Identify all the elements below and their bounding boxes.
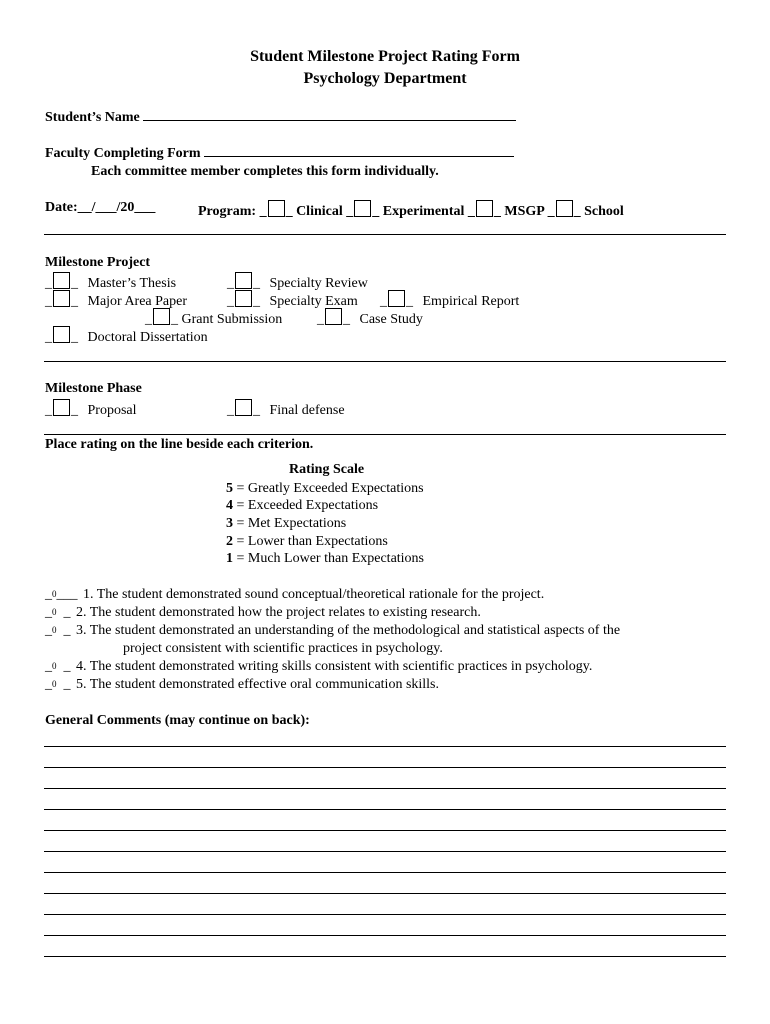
faculty-note: Each committee member completes this form individually. xyxy=(91,164,439,179)
comments-heading: General Comments (may continue on back): xyxy=(45,713,310,728)
rating-scale-item: 1 = Much Lower than Expectations xyxy=(226,551,425,566)
program-school-checkbox[interactable] xyxy=(556,200,573,217)
comment-line[interactable] xyxy=(44,788,726,789)
date-field[interactable]: Date:__/___/20___ xyxy=(45,200,156,215)
case-study-label: Case Study xyxy=(359,312,423,327)
masters-thesis-label: Master’s Thesis xyxy=(87,276,177,291)
program-experimental-label: Experimental xyxy=(382,204,465,219)
option-specialty-exam[interactable]: _ _ Specialty Exam xyxy=(227,290,358,310)
major-area-paper-label: Major Area Paper xyxy=(87,294,188,309)
program-experimental-checkbox[interactable] xyxy=(354,200,371,217)
comment-line[interactable] xyxy=(44,830,726,831)
criterion-text: The student demonstrated sound conceptual/theoretical rationale for the project. xyxy=(96,587,545,602)
criterion-continuation: project consistent with scientific practices in psychology. xyxy=(123,641,443,656)
rating-instruction: Place rating on the line beside each criterion. xyxy=(45,437,314,452)
doctoral-dissertation-label: Doctoral Dissertation xyxy=(87,330,208,345)
criterion-rating-field[interactable]: _0 _ xyxy=(45,623,71,638)
criterion-row: _0 _ 4. The student demonstrated writing skills consistent with scientific practices in psychology. xyxy=(45,659,593,674)
rating-scale-item: 3 = Met Expectations xyxy=(226,516,347,531)
comment-line[interactable] xyxy=(44,914,726,915)
specialty-exam-checkbox[interactable] xyxy=(235,290,252,307)
criterion-rating-field[interactable]: _0___ xyxy=(45,587,78,602)
student-name-label: Student’s Name xyxy=(45,110,140,125)
criterion-row: _0 _ 2. The student demonstrated how the project relates to existing research. xyxy=(45,605,481,620)
major-area-paper-checkbox[interactable] xyxy=(53,290,70,307)
grant-submission-checkbox[interactable] xyxy=(153,308,170,325)
divider xyxy=(44,361,726,362)
empirical-report-checkbox[interactable] xyxy=(388,290,405,307)
criterion-text: The student demonstrated how the project relates to existing research. xyxy=(89,605,481,620)
comment-line[interactable] xyxy=(44,809,726,810)
faculty-row xyxy=(45,146,514,162)
option-masters-thesis[interactable]: _ _ Master’s Thesis xyxy=(45,272,176,292)
milestone-project-heading: Milestone Project xyxy=(45,255,151,270)
student-name-row xyxy=(45,110,516,126)
criterion-row: _0___ 1. The student demonstrated sound conceptual/theoretical rationale for the project. xyxy=(45,587,545,602)
comment-line[interactable] xyxy=(44,746,726,747)
form-subtitle: Psychology Department xyxy=(303,70,467,87)
proposal-checkbox[interactable] xyxy=(53,399,70,416)
criterion-text: The student demonstrated an understanding of the methodological and statistical aspects of the xyxy=(89,623,621,638)
final-defense-checkbox[interactable] xyxy=(235,399,252,416)
specialty-exam-label: Specialty Exam xyxy=(269,294,358,309)
criterion-row: _0 _ 3. The student demonstrated an understanding of the methodological and statistical aspects of the xyxy=(45,623,621,638)
faculty-label: Faculty Completing Form xyxy=(45,146,201,161)
faculty-field[interactable] xyxy=(204,156,514,157)
divider xyxy=(44,234,726,235)
criterion-rating-field[interactable]: _0 _ xyxy=(45,605,71,620)
case-study-checkbox[interactable] xyxy=(325,308,342,325)
program-school-label: School xyxy=(584,204,624,219)
program-clinical-label: Clinical xyxy=(296,204,343,219)
option-grant-submission[interactable]: _ _ Grant Submission xyxy=(145,308,282,328)
doctoral-dissertation-checkbox[interactable] xyxy=(53,326,70,343)
criterion-rating-field[interactable]: _0 _ xyxy=(45,677,71,692)
masters-thesis-checkbox[interactable] xyxy=(53,272,70,289)
option-major-area-paper[interactable]: _ _ Major Area Paper xyxy=(45,290,187,310)
option-empirical-report[interactable]: _ _ Empirical Report xyxy=(380,290,519,310)
program-msgp-label: MSGP xyxy=(504,204,545,219)
specialty-review-label: Specialty Review xyxy=(269,276,368,291)
comment-line[interactable] xyxy=(44,767,726,768)
specialty-review-checkbox[interactable] xyxy=(235,272,252,289)
student-name-field[interactable] xyxy=(143,120,516,121)
rating-scale-item: 4 = Exceeded Expectations xyxy=(226,498,379,513)
form-title: Student Milestone Project Rating Form xyxy=(250,48,520,65)
proposal-label: Proposal xyxy=(87,403,137,418)
rating-scale-heading: Rating Scale xyxy=(289,462,365,477)
program-clinical-checkbox[interactable] xyxy=(268,200,285,217)
milestone-phase-heading: Milestone Phase xyxy=(45,381,142,396)
empirical-report-label: Empirical Report xyxy=(422,294,520,309)
criterion-text: The student demonstrated effective oral communication skills. xyxy=(89,677,440,692)
comment-line[interactable] xyxy=(44,851,726,852)
option-proposal[interactable]: _ _ Proposal xyxy=(45,399,137,419)
divider xyxy=(44,434,726,435)
comment-line[interactable] xyxy=(44,872,726,873)
comment-line[interactable] xyxy=(44,893,726,894)
program-msgp-checkbox[interactable] xyxy=(476,200,493,217)
option-case-study[interactable]: _ _ Case Study xyxy=(317,308,423,328)
program-label: Program: xyxy=(198,204,257,219)
criterion-text: The student demonstrated writing skills consistent with scientific practices in psychology. xyxy=(89,659,593,674)
rating-scale-item: 2 = Lower than Expectations xyxy=(226,534,388,549)
program-row: Program: _ _ Clinical _ _ Experimental _ _ MSGP _ _ School xyxy=(198,200,624,220)
comment-line[interactable] xyxy=(44,935,726,936)
option-specialty-review[interactable]: _ _ Specialty Review xyxy=(227,272,368,292)
criterion-rating-field[interactable]: _0 _ xyxy=(45,659,71,674)
criterion-row: _0 _ 5. The student demonstrated effective oral communication skills. xyxy=(45,677,440,692)
rating-scale-item: 5 = Greatly Exceeded Expectations xyxy=(226,481,424,496)
grant-submission-label: Grant Submission xyxy=(181,312,283,327)
comment-line[interactable] xyxy=(44,956,726,957)
option-doctoral-dissertation[interactable]: _ _ Doctoral Dissertation xyxy=(45,326,208,346)
final-defense-label: Final defense xyxy=(269,403,345,418)
option-final-defense[interactable]: _ _ Final defense xyxy=(227,399,345,419)
